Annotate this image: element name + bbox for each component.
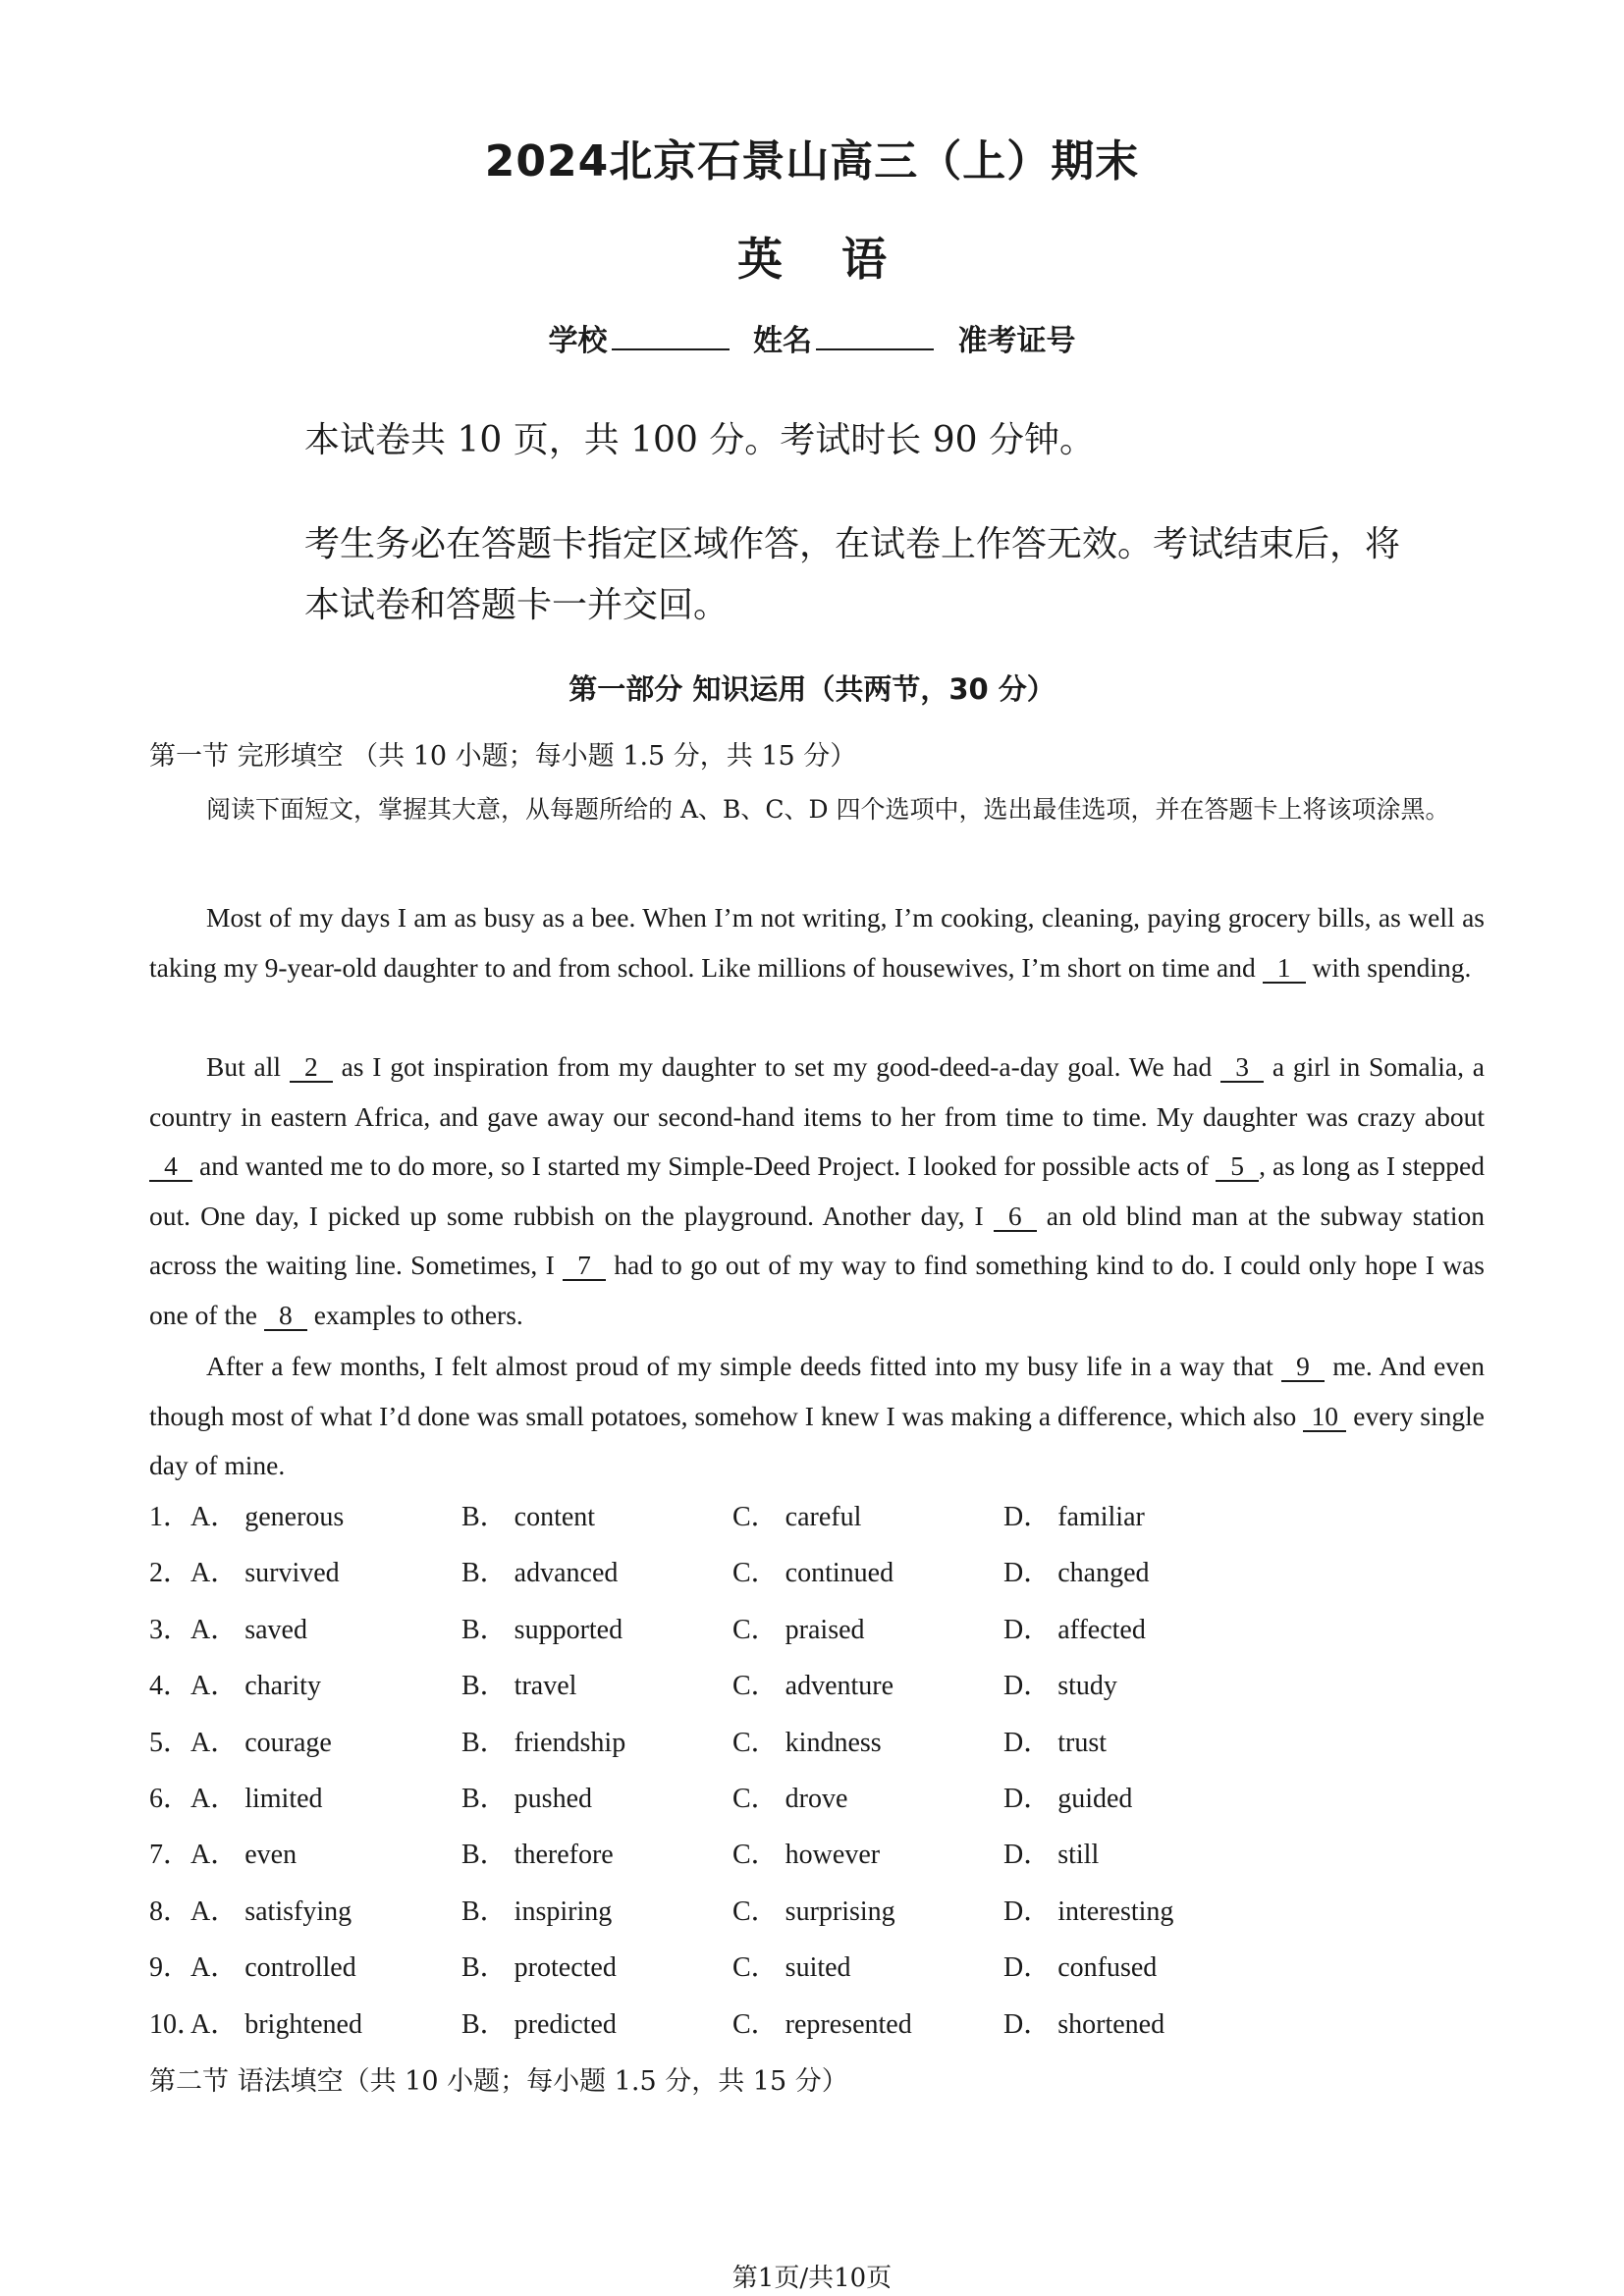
question-number: 7． [149,1840,191,1871]
passage-text: , as long as I stepped out. One day, I picked up some rubbish on the playground. Another day, I [149,1150,1485,1231]
blank-4: 4 [149,1152,192,1182]
question-row [149,1495,1485,1551]
blank-5: 5 [1216,1152,1259,1182]
option-d: D． interesting [1003,1896,1174,1927]
option-a: A． charity [190,1671,321,1702]
question-row [149,1608,1485,1664]
cloze-options [149,1495,1485,2058]
option-c: C． continued [732,1558,894,1589]
page-number: 第1页/共10页 [731,2264,893,2293]
option-c: C． adventure [732,1671,894,1702]
passage-text: an old blind man at the subway station across the waiting line. Sometimes, I [149,1200,1485,1280]
blank-2: 2 [290,1053,333,1083]
option-b: B． content [461,1502,596,1532]
passage-paragraph-1 [149,893,1485,992]
passage-text: a girl in Somalia, a country in eastern Africa, and gave away our second-hand items to her from time to time. My daughter was crazy about [149,1051,1486,1132]
passage-text: with spending. [1305,951,1472,983]
option-a: A． even [190,1840,298,1871]
question-row [149,1946,1485,2002]
passage-text: After a few months, I felt almost proud of my simple deeds fitted into my busy life in a way that [206,1351,1282,1381]
passage-text: every single day of mine. [149,1400,1485,1480]
option-d: D． shortened [1003,2008,1165,2040]
option-d: D． guided [1003,1783,1133,1814]
passage-text: had to go out of my way to find something kind to do. I could only hope I was one of the [149,1250,1485,1330]
option-d: D． familiar [1003,1502,1145,1532]
option-c: C． represented [732,2008,912,2040]
option-b: B． pushed [461,1783,593,1814]
notice-line-2: 考生务必在答题卡指定区域作答，在试卷上作答无效。考试结束后，将本试卷和答题卡一并交回。 [304,524,1401,625]
option-a: A． generous [190,1502,345,1532]
question-number: 6． [149,1783,191,1814]
question-number: 10． [149,2008,205,2040]
option-d: D． changed [1003,1558,1150,1589]
question-row [149,1777,1485,1833]
school-blank [612,321,730,350]
question-number: 1． [149,1502,191,1532]
id-label: 准考证号 [957,324,1076,358]
blank-9: 9 [1281,1353,1325,1382]
question-row [149,1664,1485,1720]
passage-paragraph-2 [149,1042,1485,1340]
passage-text: and wanted me to do more, so I started my Simple-Deed Project. I looked for possible acts of [192,1150,1217,1181]
option-b: B． advanced [461,1558,619,1589]
passage-text: But all [206,1051,290,1082]
question-number: 4． [149,1671,191,1702]
passage-text: me. And even though most of what I’d done was small potatoes, somehow I knew I was making a difference, which also [149,1351,1485,1431]
school-label: 学校 [548,324,608,358]
passage-text: Most of my days I am as busy as a bee. When I’m not writing, I’m cooking, cleaning, paying grocery bills, as well as taking my 9-year-old daughter to and from school. Like millions of housewives, I’m short on time and [149,902,1485,983]
option-d: D． affected [1003,1614,1146,1645]
option-a: A． satisfying [190,1896,352,1927]
exam-subject: 英语 [737,233,946,286]
blank-7: 7 [563,1252,606,1281]
option-d: D． trust [1003,1727,1108,1758]
option-b: B． supported [461,1614,623,1645]
question-row [149,1551,1485,1607]
question-number: 5． [149,1727,191,1758]
name-blank [816,321,934,350]
option-b: B． protected [461,1952,617,1984]
question-number: 8． [149,1896,191,1927]
passage-text: examples to others. [306,1299,523,1330]
instruction-text: 阅读下面短文，掌握其大意，从每题所给的 A、B、C、D 四个选项中，选出最佳选项，并在答题卡上将该项涂黑。 [206,795,1450,824]
student-info-fields [0,316,1624,359]
option-a: A． survived [190,1558,340,1589]
name-label: 姓名 [753,324,812,358]
blank-8: 8 [264,1302,307,1331]
question-row [149,1833,1485,1889]
section2-title: 第二节 语法填空（共 10 小题；每小题 1.5 分，共 15 分） [149,2066,848,2097]
option-d: D． confused [1003,1952,1158,1984]
passage-text: as I got inspiration from my daughter to set my good-deed-a-day goal. We had [332,1051,1221,1082]
passage-paragraph-3 [149,1342,1485,1491]
option-a: A． controlled [190,1952,356,1984]
question-number: 9． [149,1952,191,1984]
option-b: B． friendship [461,1727,626,1758]
option-b: B． inspiring [461,1896,613,1927]
exam-title: 2024北京石景山高三（上）期末 [484,136,1140,187]
option-a: A． saved [190,1614,307,1645]
section1-title: 第一节 完形填空 （共 10 小题；每小题 1.5 分，共 15 分） [149,741,857,772]
option-a: A． brightened [190,2008,362,2040]
option-c: C． careful [732,1502,862,1532]
option-c: C． drove [732,1783,848,1814]
blank-10: 10 [1303,1403,1346,1432]
option-d: D． still [1003,1840,1100,1871]
blank-6: 6 [994,1202,1037,1232]
part1-title: 第一部分 知识运用（共两节，30 分） [568,672,1056,706]
option-d: D． study [1003,1671,1117,1702]
question-row [149,2002,1485,2058]
option-a: A． courage [190,1727,332,1758]
option-c: C． however [732,1840,881,1871]
option-a: A． limited [190,1783,323,1814]
option-b: B． therefore [461,1840,614,1871]
blank-1: 1 [1263,954,1306,984]
question-number: 2． [149,1558,191,1589]
option-b: B． travel [461,1671,577,1702]
blank-3: 3 [1220,1053,1264,1083]
question-row [149,1890,1485,1946]
option-b: B． predicted [461,2008,617,2040]
option-c: C． praised [732,1614,865,1645]
option-c: C． surprising [732,1896,895,1927]
question-number: 3． [149,1614,191,1645]
option-c: C． suited [732,1952,851,1984]
question-row [149,1721,1485,1777]
notice-line-1: 本试卷共 10 页，共 100 分。考试时长 90 分钟。 [304,420,1095,460]
option-c: C． kindness [732,1727,882,1758]
